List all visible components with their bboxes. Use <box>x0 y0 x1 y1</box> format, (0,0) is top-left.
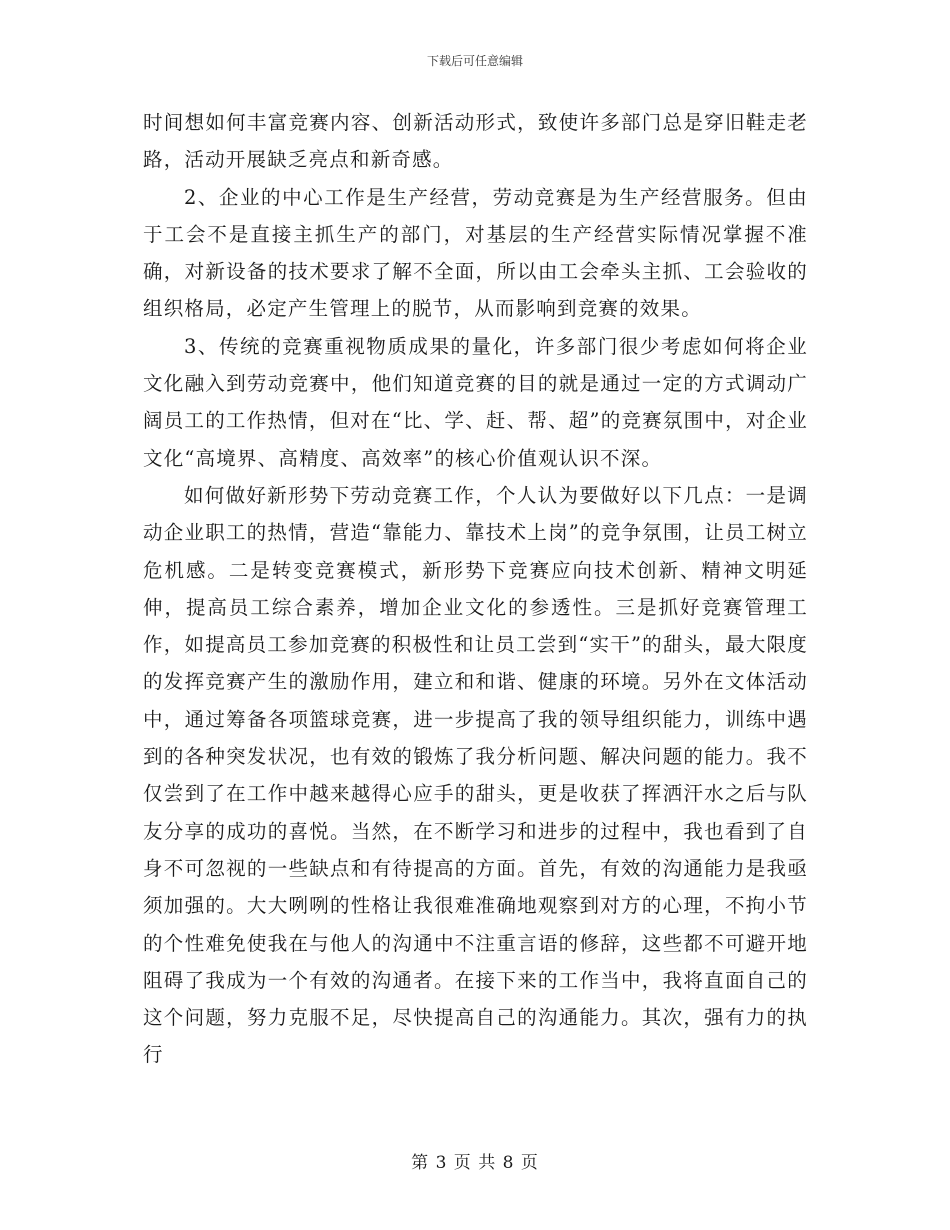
page-header-note: 下载后可任意编辑 <box>426 54 523 68</box>
body-paragraph-2: 2、企业的中心工作是生产经营，劳动竞赛是为生产经营服务。但由于工会不是直接主抓生产的部门，对基层的生产经营实际情况掌握不准确，对新设备的技术要求了解不全面，所以由工会牵头主抓、工会验收的组织格局，必定产生管理上的脱节，从而影响到竞赛的效果。 <box>143 185 808 321</box>
body-paragraph-1: 时间想如何丰富竞赛内容、创新活动形式，致使许多部门总是穿旧鞋走老路，活动开展缺乏亮点和新奇感。 <box>143 111 808 172</box>
body-paragraph-3: 3、传统的竞赛重视物质成果的量化，许多部门很少考虑如何将企业文化融入到劳动竞赛中，他们知道竞赛的目的就是通过一定的方式调动广阔员工的工作热情，但对在“比、学、赶、帮、超”的竞赛氛围中，对企业文化“高境界、高精度、高效率”的核心价值观认识不深。 <box>143 334 808 470</box>
document-body <box>143 104 808 1074</box>
page-number-footer: 第 3 页 共 8 页 <box>411 1153 539 1173</box>
body-paragraph-4: 如何做好新形势下劳动竞赛工作，个人认为要做好以下几点：一是调动企业职工的热情，营造“靠能力、靠技术上岗”的竞争氛围，让员工树立危机感。二是转变竞赛模式，新形势下竞赛应向技术创新、精神文明延伸，提高员工综合素养，增加企业文化的参透性。三是抓好竞赛管理工作，如提高员工参加竞赛的积极性和让员工尝到“实干”的甜头，最大限度的发挥竞赛产生的激励作用，建立和和谐、健康的环境。另外在文体活动中，通过筹备各项篮球竞赛，进一步提高了我的领导组织能力，训练中遇到的各种突发状况，也有效的锻炼了我分析问题、解决问题的能力。我不仅尝到了在工作中越来越得心应手的甜头，更是收获了挥洒汗水之后与队友分享的成功的喜悦。当然，在不断学习和进步的过程中，我也看到了自身不可忽视的一些缺点和有待提高的方面。首先，有效的沟通能力是我亟须加强的。大大咧咧的性格让我很难准确地观察到对方的心理，不拘小节的个性难免使我在与他人的沟通中不注重言语的修辞，这些都不可避开地阻碍了我成为一个有效的沟通者。在接下来的工作当中，我将直面自己的这个问题，努力克服不足，尽快提高自己的沟通能力。其次，强有力的执行 <box>143 483 808 1067</box>
